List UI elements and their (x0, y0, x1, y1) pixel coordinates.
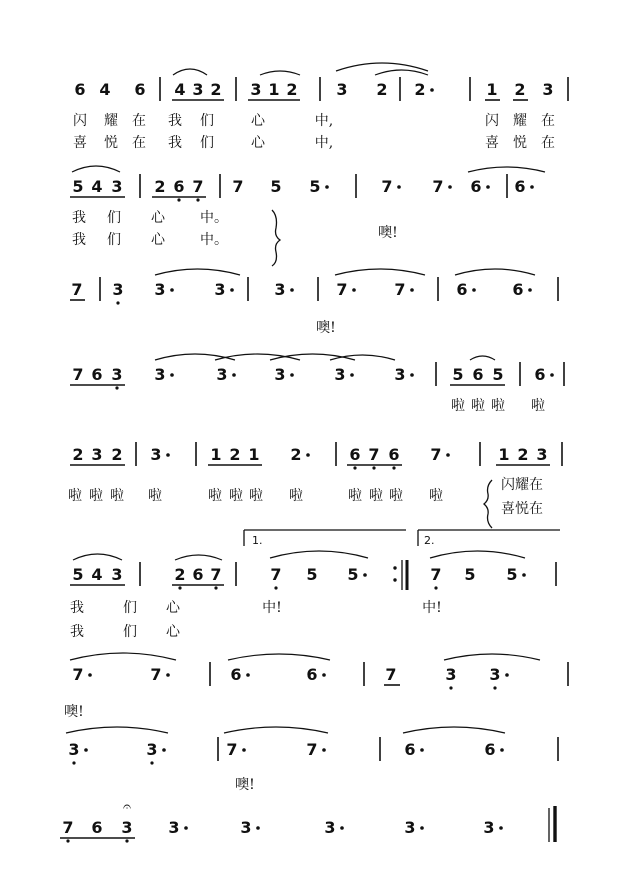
augmentation-dot (340, 826, 344, 830)
lyric-char: 啦 (89, 488, 103, 504)
lyric-char: 在 (132, 113, 146, 129)
note: 6 (230, 665, 242, 684)
slur (224, 727, 328, 733)
note: 6 (472, 365, 484, 384)
augmentation-dot (420, 748, 424, 752)
slur (470, 356, 495, 360)
augmentation-dot (84, 748, 88, 752)
note: 5 (306, 565, 318, 584)
lyric-char: 闪耀在 (501, 477, 543, 493)
slur (330, 355, 395, 360)
note: 2 (514, 80, 526, 99)
lyric-char: 们 (107, 232, 121, 248)
lyric-char: 啦 (491, 398, 505, 414)
note: 3 (111, 565, 123, 584)
slur (270, 551, 368, 558)
slur (444, 654, 540, 660)
lyric-char: 中! (262, 600, 282, 616)
repeat-dot (393, 578, 396, 581)
volta-label: 1. (252, 534, 263, 547)
augmentation-dot (166, 453, 170, 457)
note: 3 (154, 280, 166, 299)
slur (336, 63, 428, 71)
low-octave-dot (353, 466, 356, 469)
note: 5 (72, 565, 84, 584)
slur (70, 653, 176, 660)
augmentation-dot (166, 673, 170, 677)
note: 7 (62, 818, 74, 837)
note: 1 (486, 80, 498, 99)
note: 6 (388, 445, 400, 464)
slur (228, 654, 330, 660)
lyric-char: 悦 (513, 135, 527, 151)
lyric-char: 心 (166, 624, 180, 640)
note: 7 (306, 740, 318, 759)
augmentation-dot (256, 826, 260, 830)
lyric-char: 在 (132, 135, 146, 151)
lyric-char: 啦 (471, 398, 485, 414)
lyric-char: 我 (70, 624, 84, 640)
lyric-char: 啦 (249, 488, 263, 504)
lyric-char: 啦 (531, 398, 545, 414)
augmentation-dot (363, 573, 367, 577)
note: 7 (394, 280, 406, 299)
lyric-char: 啦 (110, 488, 124, 504)
lyric-char: 我 (70, 600, 84, 616)
lyric-char: 在 (541, 113, 555, 129)
note: 2 (111, 445, 123, 464)
note: 6 (173, 177, 185, 196)
lyric-char: 闪 (73, 113, 87, 129)
low-octave-dot (177, 198, 180, 201)
note: 6 (349, 445, 361, 464)
note: 2 (229, 445, 241, 464)
note: 6 (74, 80, 86, 99)
low-octave-dot (150, 761, 153, 764)
lyric-char: 喜悦在 (501, 501, 543, 517)
low-octave-dot (72, 761, 75, 764)
note: 3 (111, 177, 123, 196)
note: 5 (347, 565, 359, 584)
augmentation-dot (352, 288, 356, 292)
lyric-char: 我 (168, 135, 182, 151)
lyric-char: 啦 (229, 488, 243, 504)
note: 2 (72, 445, 84, 464)
note: 3 (214, 280, 226, 299)
note: 6 (470, 177, 482, 196)
note: 7 (430, 445, 442, 464)
lyric-char: 在 (541, 135, 555, 151)
repeat-dot (393, 566, 396, 569)
note: 2 (174, 565, 186, 584)
note: 3 (68, 740, 80, 759)
augmentation-dot (472, 288, 476, 292)
note: 7 (385, 665, 397, 684)
note: 7 (72, 365, 84, 384)
note: 3 (394, 365, 406, 384)
augmentation-dot (162, 748, 166, 752)
note: 6 (512, 280, 524, 299)
lyric-char: 我 (72, 210, 86, 226)
note: 3 (334, 365, 346, 384)
lyric-char: 耀 (513, 113, 527, 129)
lyric-char: 啦 (451, 398, 465, 414)
augmentation-dot (88, 673, 92, 677)
augmentation-dot (246, 673, 250, 677)
lyric-char: 我 (168, 113, 182, 129)
slur (72, 166, 120, 172)
note: 7 (336, 280, 348, 299)
low-octave-dot (449, 686, 452, 689)
augmentation-dot (325, 185, 329, 189)
augmentation-dot (350, 373, 354, 377)
note: 2 (290, 445, 302, 464)
augmentation-dot (430, 88, 434, 92)
note: 6 (306, 665, 318, 684)
augmentation-dot (230, 288, 234, 292)
note: 3 (274, 280, 286, 299)
slur (375, 70, 428, 75)
lyric-char: 噢! (64, 704, 84, 720)
note: 2 (517, 445, 529, 464)
augmentation-dot (322, 673, 326, 677)
note: 3 (121, 818, 133, 837)
low-octave-dot (392, 466, 395, 469)
note: 6 (91, 818, 103, 837)
lyric-char: 啦 (389, 488, 403, 504)
lyric-char: 啦 (68, 488, 82, 504)
lyric-char: 们 (107, 210, 121, 226)
lyric-char: 们 (123, 624, 137, 640)
note: 5 (506, 565, 518, 584)
note: 2 (414, 80, 426, 99)
note: 3 (154, 365, 166, 384)
note: 6 (404, 740, 416, 759)
low-octave-dot (196, 198, 199, 201)
lyric-char: 闪 (485, 113, 499, 129)
lyric-char: 中。 (200, 210, 228, 226)
note: 3 (146, 740, 158, 759)
slur (155, 269, 240, 275)
augmentation-dot (448, 185, 452, 189)
augmentation-dot (528, 288, 532, 292)
note: 3 (404, 818, 416, 837)
lyric-char: 啦 (348, 488, 362, 504)
low-octave-dot (493, 686, 496, 689)
lyric-char: 啦 (148, 488, 162, 504)
lyric-char: 中。 (200, 232, 228, 248)
lyric-char: 耀 (104, 113, 118, 129)
note: 3 (445, 665, 457, 684)
note: 1 (498, 445, 510, 464)
note: 6 (484, 740, 496, 759)
lyric-char: 噢! (316, 320, 336, 336)
lyric-char: 啦 (289, 488, 303, 504)
note: 7 (71, 280, 83, 299)
note: 4 (91, 177, 103, 196)
lyric-char: 啦 (208, 488, 222, 504)
augmentation-dot (500, 748, 504, 752)
slur (403, 727, 505, 733)
note: 7 (432, 177, 444, 196)
note: 7 (150, 665, 162, 684)
brace (484, 480, 492, 528)
note: 3 (192, 80, 204, 99)
slur (155, 354, 235, 360)
note: 4 (99, 80, 111, 99)
note: 5 (309, 177, 321, 196)
augmentation-dot (410, 288, 414, 292)
slur (215, 354, 300, 360)
augmentation-dot (420, 826, 424, 830)
lyric-char: 啦 (429, 488, 443, 504)
note: 3 (111, 365, 123, 384)
augmentation-dot (446, 453, 450, 457)
slur (73, 554, 122, 560)
note: 2 (154, 177, 166, 196)
note: 7 (192, 177, 204, 196)
augmentation-dot (184, 826, 188, 830)
slur (66, 727, 168, 733)
note: 5 (492, 365, 504, 384)
low-octave-dot (125, 839, 128, 842)
low-octave-dot (115, 386, 118, 389)
lyric-char: 心 (251, 135, 265, 151)
augmentation-dot (530, 185, 534, 189)
low-octave-dot (178, 586, 181, 589)
augmentation-dot (232, 373, 236, 377)
lyric-char: 心 (151, 232, 165, 248)
lyric-char: 心 (151, 210, 165, 226)
lyric-char: 喜 (73, 135, 87, 151)
augmentation-dot (306, 453, 310, 457)
note: 3 (324, 818, 336, 837)
note: 7 (210, 565, 222, 584)
augmentation-dot (242, 748, 246, 752)
note: 1 (268, 80, 280, 99)
note: 6 (192, 565, 204, 584)
note: 4 (174, 80, 186, 99)
augmentation-dot (290, 288, 294, 292)
note: 7 (381, 177, 393, 196)
note: 5 (72, 177, 84, 196)
lyric-char: 喜 (485, 135, 499, 151)
note: 5 (464, 565, 476, 584)
note: 2 (376, 80, 388, 99)
note: 2 (210, 80, 222, 99)
augmentation-dot (322, 748, 326, 752)
slur (175, 555, 222, 560)
note: 1 (210, 445, 222, 464)
lyric-char: 中, (314, 135, 334, 151)
note: 6 (91, 365, 103, 384)
note: 5 (452, 365, 464, 384)
low-octave-dot (116, 301, 119, 304)
lyric-char: 噢! (235, 777, 255, 793)
note: 7 (368, 445, 380, 464)
note: 7 (430, 565, 442, 584)
lyric-char: 中, (314, 113, 334, 129)
slur (455, 269, 535, 275)
lyric-char: 悦 (104, 135, 118, 151)
augmentation-dot (290, 373, 294, 377)
slur (468, 167, 545, 172)
note: 3 (483, 818, 495, 837)
slur (335, 269, 425, 275)
brace (272, 210, 280, 266)
note: 3 (489, 665, 501, 684)
lyric-char: 中! (422, 600, 442, 616)
note: 4 (91, 565, 103, 584)
lyric-char: 啦 (369, 488, 383, 504)
slur (260, 71, 300, 75)
note: 5 (270, 177, 282, 196)
note: 3 (536, 445, 548, 464)
augmentation-dot (486, 185, 490, 189)
augmentation-dot (550, 373, 554, 377)
lyric-char: 们 (123, 600, 137, 616)
note: 6 (534, 365, 546, 384)
augmentation-dot (505, 673, 509, 677)
note: 6 (514, 177, 526, 196)
volta-label: 2. (424, 534, 435, 547)
augmentation-dot (499, 826, 503, 830)
lyric-char: 心 (251, 113, 265, 129)
augmentation-dot (397, 185, 401, 189)
note: 3 (112, 280, 124, 299)
note: 3 (216, 365, 228, 384)
note: 3 (336, 80, 348, 99)
lyric-char: 心 (166, 600, 180, 616)
note: 6 (134, 80, 146, 99)
note: 3 (240, 818, 252, 837)
note: 3 (250, 80, 262, 99)
lyric-char: 们 (200, 135, 214, 151)
note: 3 (150, 445, 162, 464)
augmentation-dot (410, 373, 414, 377)
note: 3 (542, 80, 554, 99)
lyric-char: 噢! (378, 225, 398, 241)
note: 7 (226, 740, 238, 759)
note: 3 (91, 445, 103, 464)
slur (430, 551, 525, 558)
augmentation-dot (170, 373, 174, 377)
low-octave-dot (274, 586, 277, 589)
note: 7 (270, 565, 282, 584)
note: 3 (168, 818, 180, 837)
low-octave-dot (214, 586, 217, 589)
augmentation-dot (522, 573, 526, 577)
note: 2 (286, 80, 298, 99)
note: 3 (274, 365, 286, 384)
fermata-icon: 𝄐 (123, 799, 131, 815)
lyric-char: 我 (72, 232, 86, 248)
lyric-char: 们 (200, 113, 214, 129)
low-octave-dot (372, 466, 375, 469)
note: 6 (456, 280, 468, 299)
low-octave-dot (434, 586, 437, 589)
slur (173, 69, 207, 75)
augmentation-dot (170, 288, 174, 292)
note: 1 (248, 445, 260, 464)
low-octave-dot (66, 839, 69, 842)
note: 7 (72, 665, 84, 684)
note: 7 (232, 177, 244, 196)
